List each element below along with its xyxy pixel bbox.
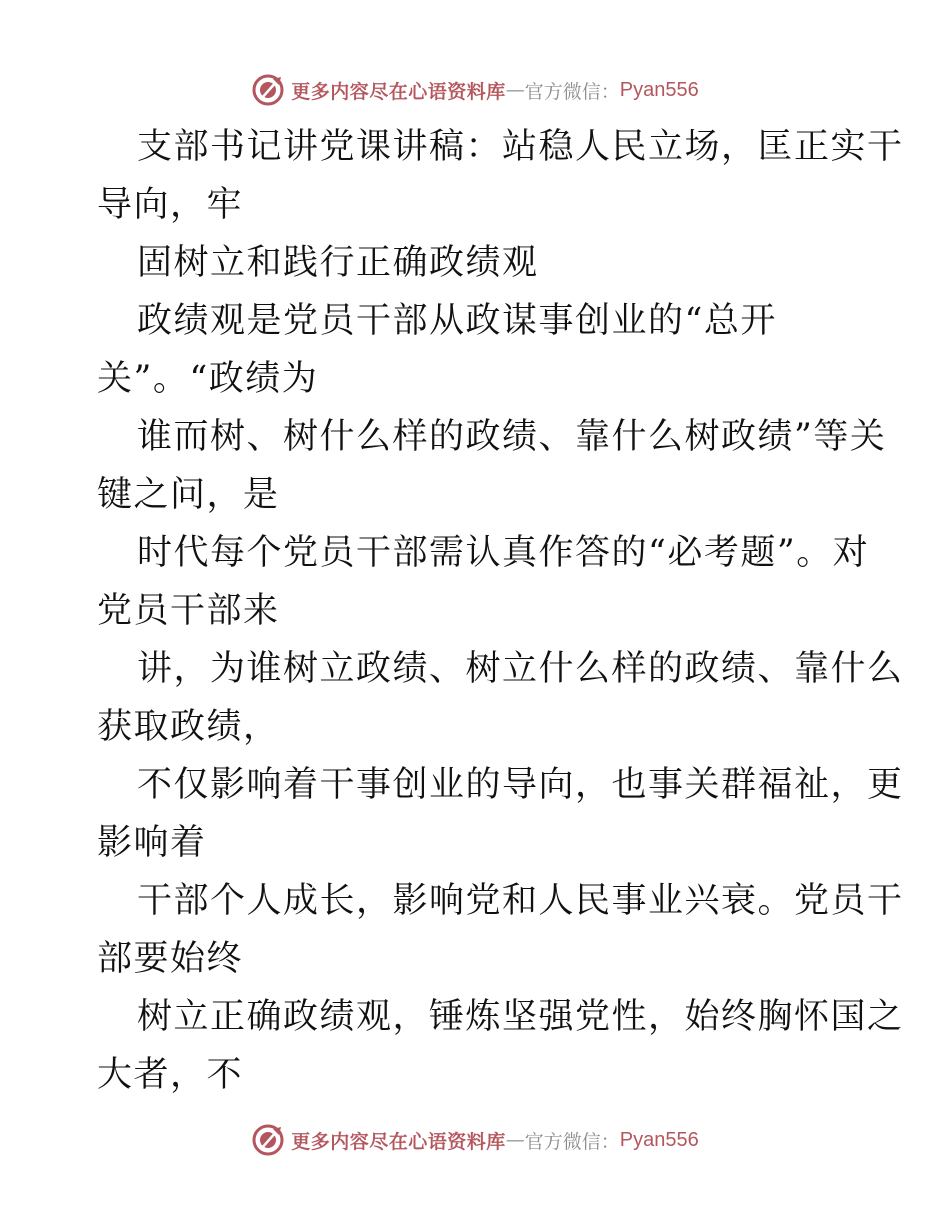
banner-wechat-label: 官方微信：: [524, 1130, 620, 1153]
banner-brand-text: 更多内容尽在心语资料库: [291, 80, 506, 103]
quill-pen-logo-icon: [251, 73, 285, 107]
quill-pen-logo-icon: [251, 1123, 285, 1157]
banner-wechat-id: Pyan556: [619, 78, 699, 101]
banner-wechat-label: 官方微信：: [524, 80, 620, 103]
text-line: 关”。“政绩为: [97, 359, 319, 399]
text-line: 政绩观是党员干部从政谋事创业的“总开: [137, 301, 777, 341]
text-line: 讲，为谁树立政绩、树立什么样的政绩、靠什么: [137, 649, 904, 689]
banner-wechat-id: Pyan556: [619, 1128, 699, 1151]
text-line: 支部书记讲党课讲稿：站稳人民立场，匡正实干: [137, 127, 904, 167]
header-banner: [0, 70, 950, 110]
text-line: 影响着: [97, 823, 207, 863]
banner-separator: —: [505, 79, 525, 101]
footer-banner: [0, 1120, 950, 1160]
text-line: 时代每个党员干部需认真作答的“必考题”。对: [137, 533, 870, 573]
text-line: 获取政绩，: [97, 707, 280, 747]
text-line: 固树立和践行正确政绩观: [137, 243, 539, 283]
banner-separator: —: [505, 1129, 525, 1151]
text-line: 键之问，是: [97, 475, 280, 515]
text-line: 部要始终: [97, 939, 244, 979]
text-line: 树立正确政绩观，锤炼坚强党性，始终胸怀国之: [137, 997, 904, 1037]
text-line: 不仅影响着干事创业的导向，也事关群福祉，更: [137, 765, 904, 805]
text-line: 党员干部来: [97, 591, 280, 631]
banner-brand-text: 更多内容尽在心语资料库: [291, 1130, 506, 1153]
text-line: 大者，不: [97, 1055, 244, 1095]
text-line: 导向，牢: [97, 185, 244, 225]
text-line: 谁而树、树什么样的政绩、靠什么树政绩”等关: [137, 417, 887, 457]
text-line: 干部个人成长，影响党和人民事业兴衰。党员干: [137, 881, 904, 921]
document-body: [97, 118, 904, 1104]
